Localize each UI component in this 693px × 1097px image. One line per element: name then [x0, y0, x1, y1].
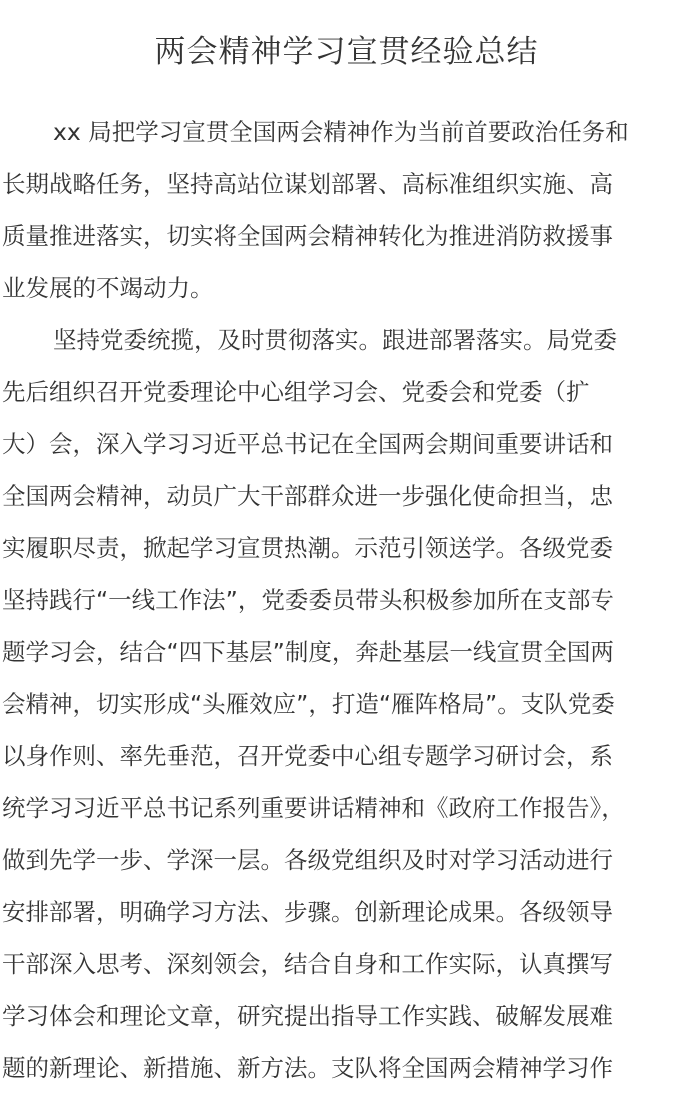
paragraph-1-line-4: 业发展的不竭动力。: [2, 274, 214, 302]
paragraph-2-line-6: 坚持践行“一线工作法”，党委委员带头积极参加所在支部专: [2, 586, 614, 614]
paragraph-2-line-1: 坚持党委统揽，及时贯彻落实。跟进部署落实。局党委: [53, 326, 617, 354]
paragraph-2-line-13: 干部深入思考、深刻领会，结合自身和工作实际，认真撰写: [2, 950, 613, 978]
document-body: [2, 106, 692, 1094]
document-title: 两会精神学习宣贯经验总结: [154, 34, 539, 70]
paragraph-2-line-10: 统学习习近平总书记系列重要讲话精神和《政府工作报告》，: [2, 794, 625, 822]
paragraph-2-line-8: 会精神，切实形成“头雁效应”，打造“雁阵格局”。支队党委: [2, 690, 615, 718]
paragraph-1-line-2: 长期战略任务，坚持高站位谋划部署、高标准组织实施、高: [2, 170, 613, 198]
paragraph-2-line-7: 题学习会，结合“四下基层”制度，奔赴基层一线宣贯全国两: [2, 638, 614, 666]
paragraph-2-line-2: 先后组织召开党委理论中心组学习会、党委会和党委（扩: [2, 378, 590, 406]
paragraph-2-line-12: 安排部署，明确学习方法、步骤。创新理论成果。各级领导: [2, 898, 613, 926]
paragraph-2-line-4: 全国两会精神，动员广大干部群众进一步强化使命担当，忠: [2, 482, 613, 510]
paragraph-2-line-15: 题的新理论、新措施、新方法。支队将全国两会精神学习作: [2, 1054, 613, 1082]
paragraph-2-line-5: 实履职尽责，掀起学习宣贯热潮。示范引领送学。各级党委: [2, 534, 613, 562]
paragraph-2-line-9: 以身作则、率先垂范，召开党委中心组专题学习研讨会，系: [2, 742, 613, 770]
paragraph-1-line-3: 质量推进落实，切实将全国两会精神转化为推进消防救援事: [2, 222, 613, 250]
paragraph-2-line-11: 做到先学一步、学深一层。各级党组织及时对学习活动进行: [2, 846, 613, 874]
paragraph-2-line-14: 学习体会和理论文章，研究提出指导工作实践、破解发展难: [2, 1002, 613, 1030]
paragraph-2-line-3: 大）会，深入学习习近平总书记在全国两会期间重要讲话和: [2, 430, 613, 458]
paragraph-1-line-1: xx 局把学习宣贯全国两会精神作为当前首要政治任务和: [53, 118, 629, 146]
